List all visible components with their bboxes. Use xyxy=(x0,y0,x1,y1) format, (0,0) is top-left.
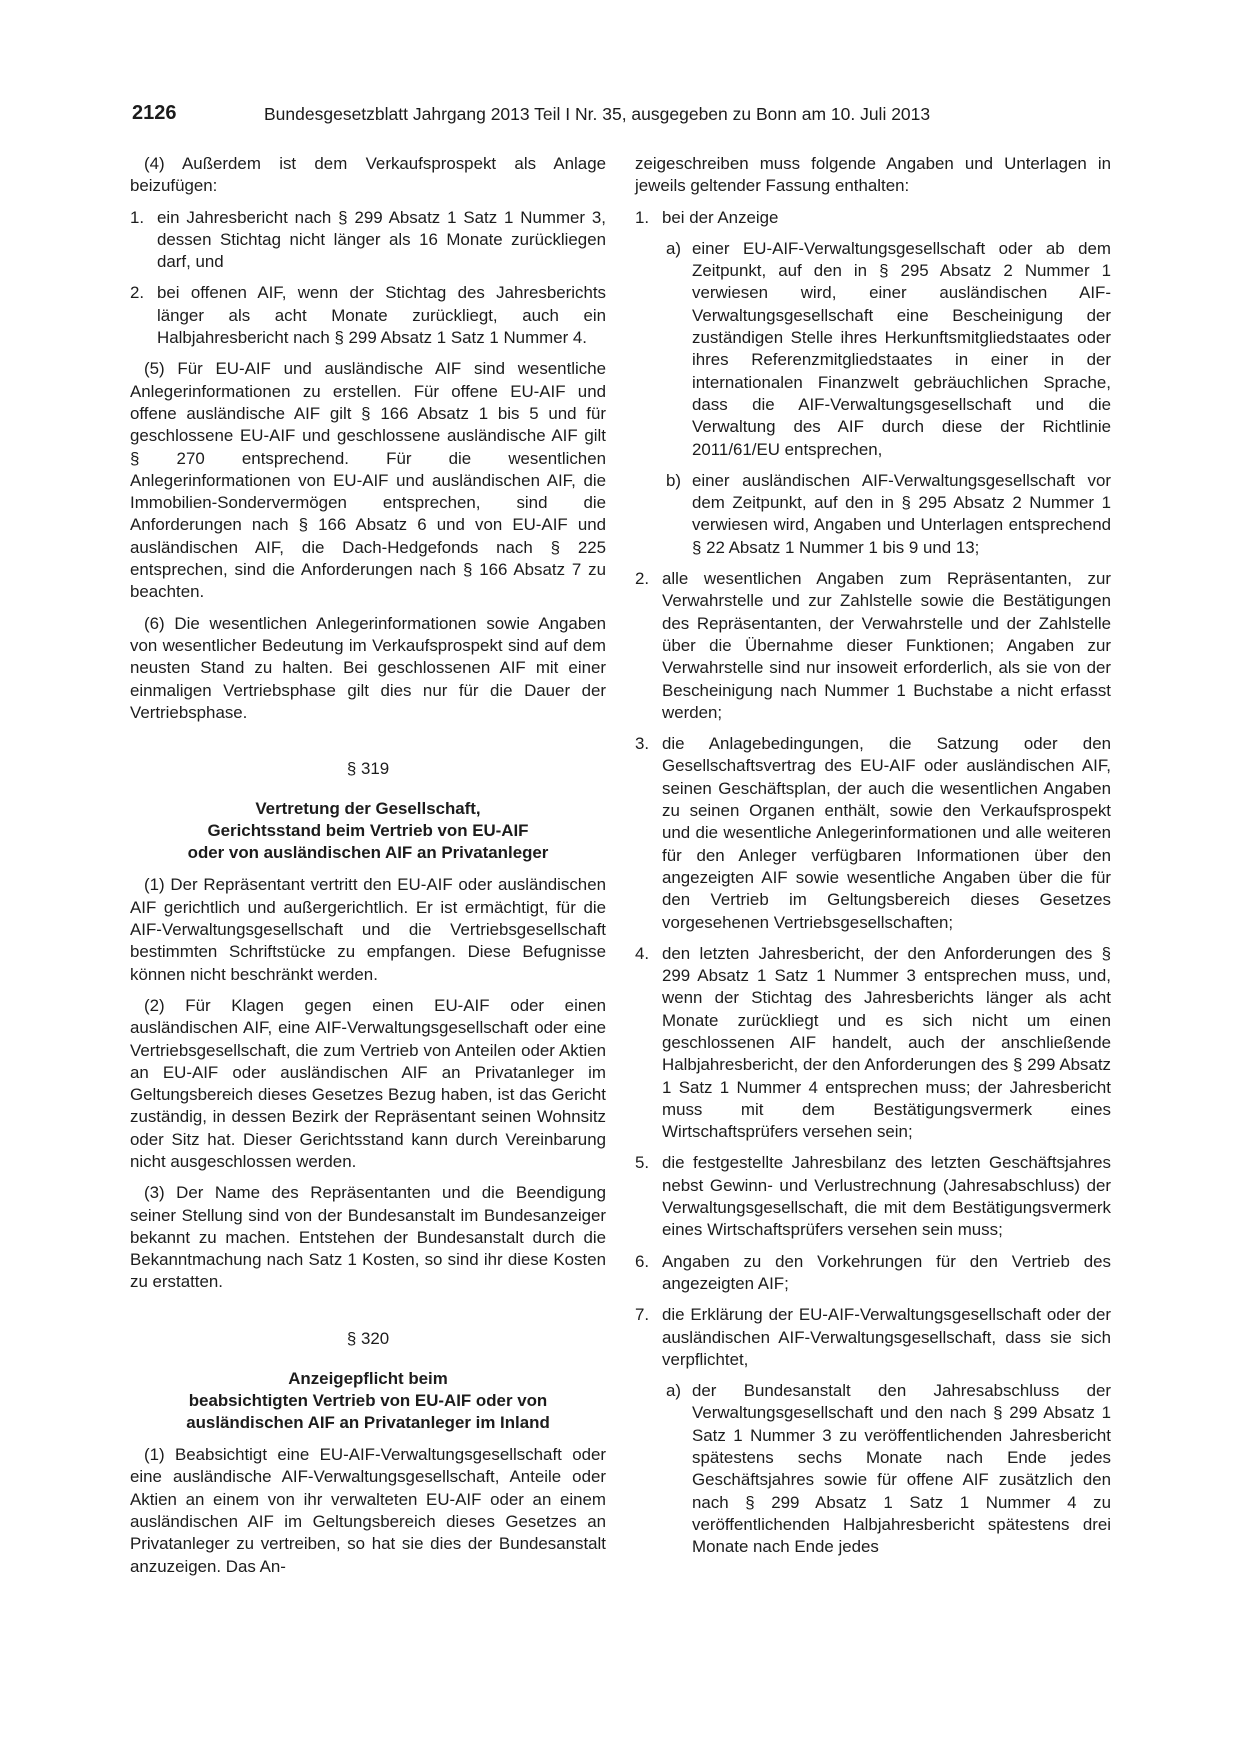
list-item xyxy=(130,282,606,349)
list-item xyxy=(635,1251,1111,1296)
sub-list-item xyxy=(635,470,1111,559)
section-320-title xyxy=(130,1368,606,1434)
list-item-text: die Anlagebedingungen, die Satzung oder den Gesellschaftsvertrag des EU-AIF oder ausländischen AIF, seinen Geschäftsplan, der auch die wesentlichen Angaben zu seinen Organen enthält, sowie den Verkaufsprospekt und die wesentliche Anlegerinformationen und alle weiteren für den Anleger verfügbaren Informationen über den angezeigten AIF sowie wesentliche Angaben über die für den Vertrieb im Geltungsbereich dieses Gesetzes vorgesehenen Vertriebsgesellschaften; xyxy=(662,734,1111,932)
section-319-paragraph-1: (1) Der Repräsentant vertritt den EU-AIF oder ausländischen AIF gerichtlich und außergerichtlich. Er ist ermächtigt, für die AIF-Verwaltungsgesellschaft und die Vertriebsgesellschaft bestimmten Schriftstücke zu empfangen. Diese Befugnisse können nicht beschränkt werden. xyxy=(130,875,606,984)
list-item-label: 1. xyxy=(635,207,650,227)
page-number: 2126 xyxy=(132,102,177,124)
list-item-text: die festgestellte Jahresbilanz des letzten Geschäftsjahres nebst Gewinn- und Verlustrechnung (Jahresabschluss) der Verwaltungsgesellschaft, die mit dem Bestätigungsvermerk eines Wirtschaftsprüfers versehen sein muss; xyxy=(662,1153,1111,1240)
list-item-text: ein Jahresbericht nach § 299 Absatz 1 Satz 1 Nummer 3, dessen Stichtag nicht länger als 16 Monate zurückliegen darf, und xyxy=(157,207,606,272)
section-319-paragraph-2: (2) Für Klagen gegen einen EU-AIF oder einen ausländischen AIF, eine AIF-Verwaltungsgesellschaft oder eine Vertriebsgesellschaft, die zum Vertrieb von Anteilen oder Aktien an EU-AIF oder ausländischen AIF an Privatanleger im Geltungsbereich dieses Gesetzes Bezug haben, ist das Gericht zuständig, in dessen Bezirk der Repräsentant seinen Wohnsitz oder Sitz hat. Dieser Gerichtsstand kann durch Vereinbarung nicht ausgeschlossen werden. xyxy=(130,995,606,1171)
list-item-label: 6. xyxy=(635,1251,650,1271)
list-item xyxy=(635,733,1111,934)
list-item xyxy=(635,1304,1111,1371)
section-title-line: beabsichtigten Vertrieb von EU-AIF oder von xyxy=(188,1391,548,1411)
paragraph-6: (6) Die wesentlichen Anlegerinformationen sowie Angaben von wesentlicher Bedeutung im Verkaufsprospekt sind auf dem neusten Stand zu halten. Bei geschlossenen AIF mit einer einmaligen Vertriebsphase gilt dies nur für die Dauer der Vertriebsphase. xyxy=(130,613,606,722)
list-item-label: 5. xyxy=(635,1153,650,1173)
sub-list-item xyxy=(635,238,1111,461)
section-title-line: Anzeigepflicht beim xyxy=(288,1369,448,1389)
section-320-paragraph-1: (1) Beabsichtigt eine EU-AIF-Verwaltungsgesellschaft oder eine ausländische AIF-Verwaltungsgesellschaft, Anteile oder Aktien an einem von ihr verwalteten EU-AIF oder an einem ausländischen AIF im Geltungsbereich dieses Gesetzes an Privatanleger zu vertreiben, so hat sie dies der Bundesanstalt anzuzeigen. Das An- xyxy=(130,1445,606,1576)
paragraph-5: (5) Für EU-AIF und ausländische AIF sind wesentliche Anlegerinformationen zu erstellen. Für offene EU-AIF und offene ausländische AIF gilt § 166 Absatz 1 bis 5 und für geschlossene EU-AIF und geschlossene ausländische AIF gilt § 270 entsprechend. Für die wesentlichen Anlegerinformationen von EU-AIF und ausländischen AIF, die Immobilien-Sondervermögen entsprechen, sind die Anforderungen nach § 166 Absatz 6 und von EU-AIF und ausländischen AIF, die Dach-Hedgefonds nach § 225 entsprechen, sind die Anforderungen nach § 166 Absatz 7 zu beachten. xyxy=(130,359,606,602)
list-item xyxy=(635,568,1111,724)
sub-list-item-text: der Bundesanstalt den Jahresabschluss der Verwaltungsgesellschaft und den nach § 299 Absatz 1 Satz 1 Nummer 3 zu veröffentlichenden Jahresbericht spätestens sechs Monate nach Ende jedes Geschäftsjahres sowie für offene AIF zusätzlich den nach § 299 Absatz 1 Satz 1 Nummer 4 zu veröffentlichenden Halbjahresbericht spätestens drei Monate nach Ende jedes xyxy=(692,1381,1111,1557)
section-title-line: Gerichtsstand beim Vertrieb von EU-AIF xyxy=(207,821,529,841)
list-item-label: 7. xyxy=(635,1305,650,1325)
list-item-text: bei der Anzeige xyxy=(662,207,779,227)
running-title: Bundesgesetzblatt Jahrgang 2013 Teil I Nr. 35, ausgegeben zu Bonn am 10. Juli 2013 xyxy=(264,104,931,124)
sub-list-item-label: b) xyxy=(666,470,682,490)
list-item xyxy=(635,1152,1111,1241)
left-column xyxy=(130,153,606,1587)
list-item-label: 3. xyxy=(635,734,650,754)
list-item xyxy=(130,207,606,274)
list-item-text: alle wesentlichen Angaben zum Repräsentanten, zur Verwahrstelle und zur Zahlstelle sowie die Bestätigungen des Repräsentanten, der Verwahrstelle und der Zahlstelle über die Übernahme dieser Funktionen; Angaben zur Verwahrstelle sind nur insoweit erforderlich, als sie von der Bescheinigung nach Nummer 1 Buchstabe a nicht erfasst werden; xyxy=(662,569,1111,722)
list-item-text: bei offenen AIF, wenn der Stichtag des Jahresberichts länger als acht Monate zurückliegt, auch ein Halbjahresbericht nach § 299 Absatz 1 Satz 1 Nummer 4. xyxy=(157,283,606,348)
paragraph-continuation: zeigeschreiben muss folgende Angaben und Unterlagen in jeweils geltender Fassung enthalten: xyxy=(635,154,1111,196)
section-title-line: ausländischen AIF an Privatanleger im Inland xyxy=(186,1413,550,1433)
section-title-line: oder von ausländischen AIF an Privatanleger xyxy=(187,843,549,863)
list-item-label: 4. xyxy=(635,943,650,963)
section-319-paragraph-3: (3) Der Name des Repräsentanten und die Beendigung seiner Stellung sind von der Bundesanstalt im Bundesanzeiger bekannt zu machen. Entstehen der Bundesanstalt durch die Bekanntmachung nach Satz 1 Kosten, so sind ihr diese Kosten zu erstatten. xyxy=(130,1183,606,1292)
list-item-text: Angaben zu den Vorkehrungen für den Vertrieb des angezeigten AIF; xyxy=(662,1251,1111,1293)
section-320-number: § 320 xyxy=(346,1328,390,1348)
list-item-label: 2. xyxy=(130,283,145,303)
list-item-label: 1. xyxy=(130,207,145,227)
sub-list-item-text: einer ausländischen AIF-Verwaltungsgesellschaft vor dem Zeitpunkt, auf den in § 295 Absatz 2 Nummer 1 verwiesen wird, Angaben und Unterlagen entsprechend § 22 Absatz 1 Nummer 1 bis 9 und 13; xyxy=(692,470,1111,557)
section-title-line: Vertretung der Gesellschaft, xyxy=(255,799,481,819)
list-item-text: den letzten Jahresbericht, der den Anforderungen des § 299 Absatz 1 Satz 1 Nummer 3 entsprechen muss, und, wenn der Stichtag des Jahresberichts länger als acht Monate zurückliegt und es sich nicht um einen geschlossenen AIF handelt, auch der anschließende Halbjahresbericht, der den Anforderungen des § 299 Absatz 1 Satz 1 Nummer 4 entsprechen muss; der Jahresbericht muss mit dem Bestätigungsvermerk eines Wirtschaftsprüfers versehen sein; xyxy=(662,943,1111,1142)
right-column xyxy=(635,153,1111,1568)
list-item xyxy=(635,207,1111,229)
section-319-title xyxy=(130,798,606,864)
sub-list-item xyxy=(635,1380,1111,1558)
sub-list-item-text: einer EU-AIF-Verwaltungsgesellschaft oder ab dem Zeitpunkt, auf den in § 295 Absatz 2 Nummer 1 verwiesen wird, einer ausländischen AIF-Verwaltungsgesellschaft eine Bescheinigung der zuständigen Stelle ihres Herkunftsmitgliedstaates oder ihres Referenzmitgliedstaates in einer in der internationalen Finanzwelt gebräuchlichen Sprache, dass die AIF-Verwaltungsgesellschaft und die Verwaltung des AIF durch diese der Richtlinie 2011/61/EU entsprechen, xyxy=(692,238,1111,459)
page-header xyxy=(132,102,1112,132)
paragraph-4-intro: (4) Außerdem ist dem Verkaufsprospekt als Anlage beizufügen: xyxy=(130,154,606,196)
list-item xyxy=(635,943,1111,1144)
sub-list-item-label: a) xyxy=(666,1381,682,1401)
list-item-label: 2. xyxy=(635,569,650,589)
section-319-number: § 319 xyxy=(346,759,390,779)
list-item-text: die Erklärung der EU-AIF-Verwaltungsgesellschaft oder der ausländischen AIF-Verwaltungsgesellschaft, dass sie sich verpflichtet, xyxy=(662,1305,1111,1369)
sub-list-item-label: a) xyxy=(666,238,682,258)
